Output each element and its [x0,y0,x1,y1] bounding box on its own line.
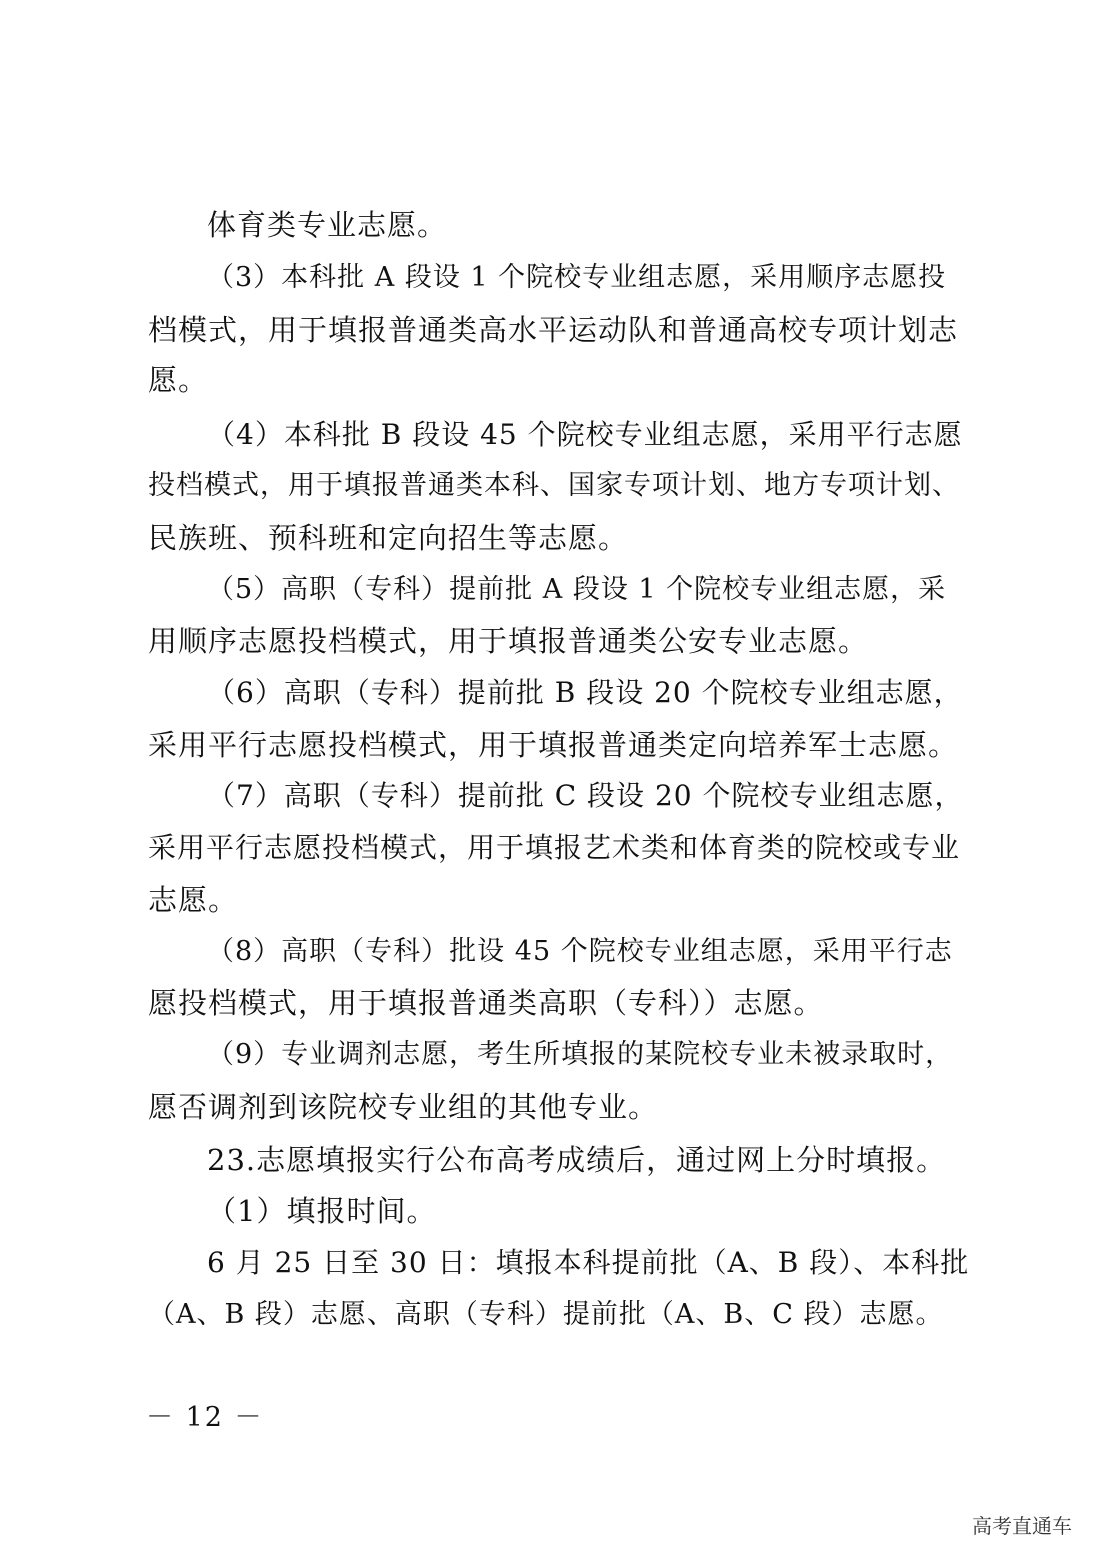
text-line: （1）填报时间。 [207,1194,437,1228]
text-line: （8）高职（专科）批设 45 个院校专业组志愿，采用平行志 [207,936,953,967]
text-line: （5）高职（专科）提前批 A 段设 1 个院校专业组志愿，采 [207,574,947,605]
text-line: 采用平行志愿投档模式，用于填报普通类定向培养军士志愿。 [148,728,959,762]
text-line: （6）高职（专科）提前批 B 段设 20 个院校专业组志愿， [207,676,963,709]
text-line: 体育类专业志愿。 [207,208,448,242]
page-number: － 12 － [146,1402,264,1433]
text-line: （4）本科批 B 段设 45 个院校专业组志愿，采用平行志愿 [207,418,963,451]
text-line: 愿。 [148,363,209,397]
text-line: （9）专业调剂志愿，考生所填报的某院校专业未被录取时， [207,1039,954,1070]
text-line: 6 月 25 日至 30 日：填报本科提前批（A、B 段）、本科批 [207,1246,970,1279]
watermark-text: 高考直通车 [972,1514,1072,1538]
text-line: 投档模式，用于填报普通类本科、国家专项计划、地方专项计划、 [148,470,960,501]
text-line: 档模式，用于填报普通类高水平运动队和普通高校专项计划志 [148,313,959,347]
text-line: （3）本科批 A 段设 1 个院校专业组志愿，采用顺序志愿投 [207,262,947,293]
text-line: （A、B 段）志愿、高职（专科）提前批（A、B、C 段）志愿。 [148,1299,944,1330]
text-line: 23.志愿填报实行公布高考成绩后，通过网上分时填报。 [207,1143,947,1177]
text-line: 用顺序志愿投档模式，用于填报普通类公安专业志愿。 [148,624,869,658]
text-line: 采用平行志愿投档模式，用于填报艺术类和体育类的院校或专业 [148,831,961,864]
text-line: （7）高职（专科）提前批 C 段设 20 个院校专业组志愿， [207,779,964,812]
text-line: 愿投档模式，用于填报普通类高职（专科））志愿。 [148,986,824,1020]
text-line: 民族班、预科班和定向招生等志愿。 [148,521,629,555]
text-line: 愿否调剂到该院校专业组的其他专业。 [148,1090,659,1124]
text-line: 志愿。 [148,883,239,917]
